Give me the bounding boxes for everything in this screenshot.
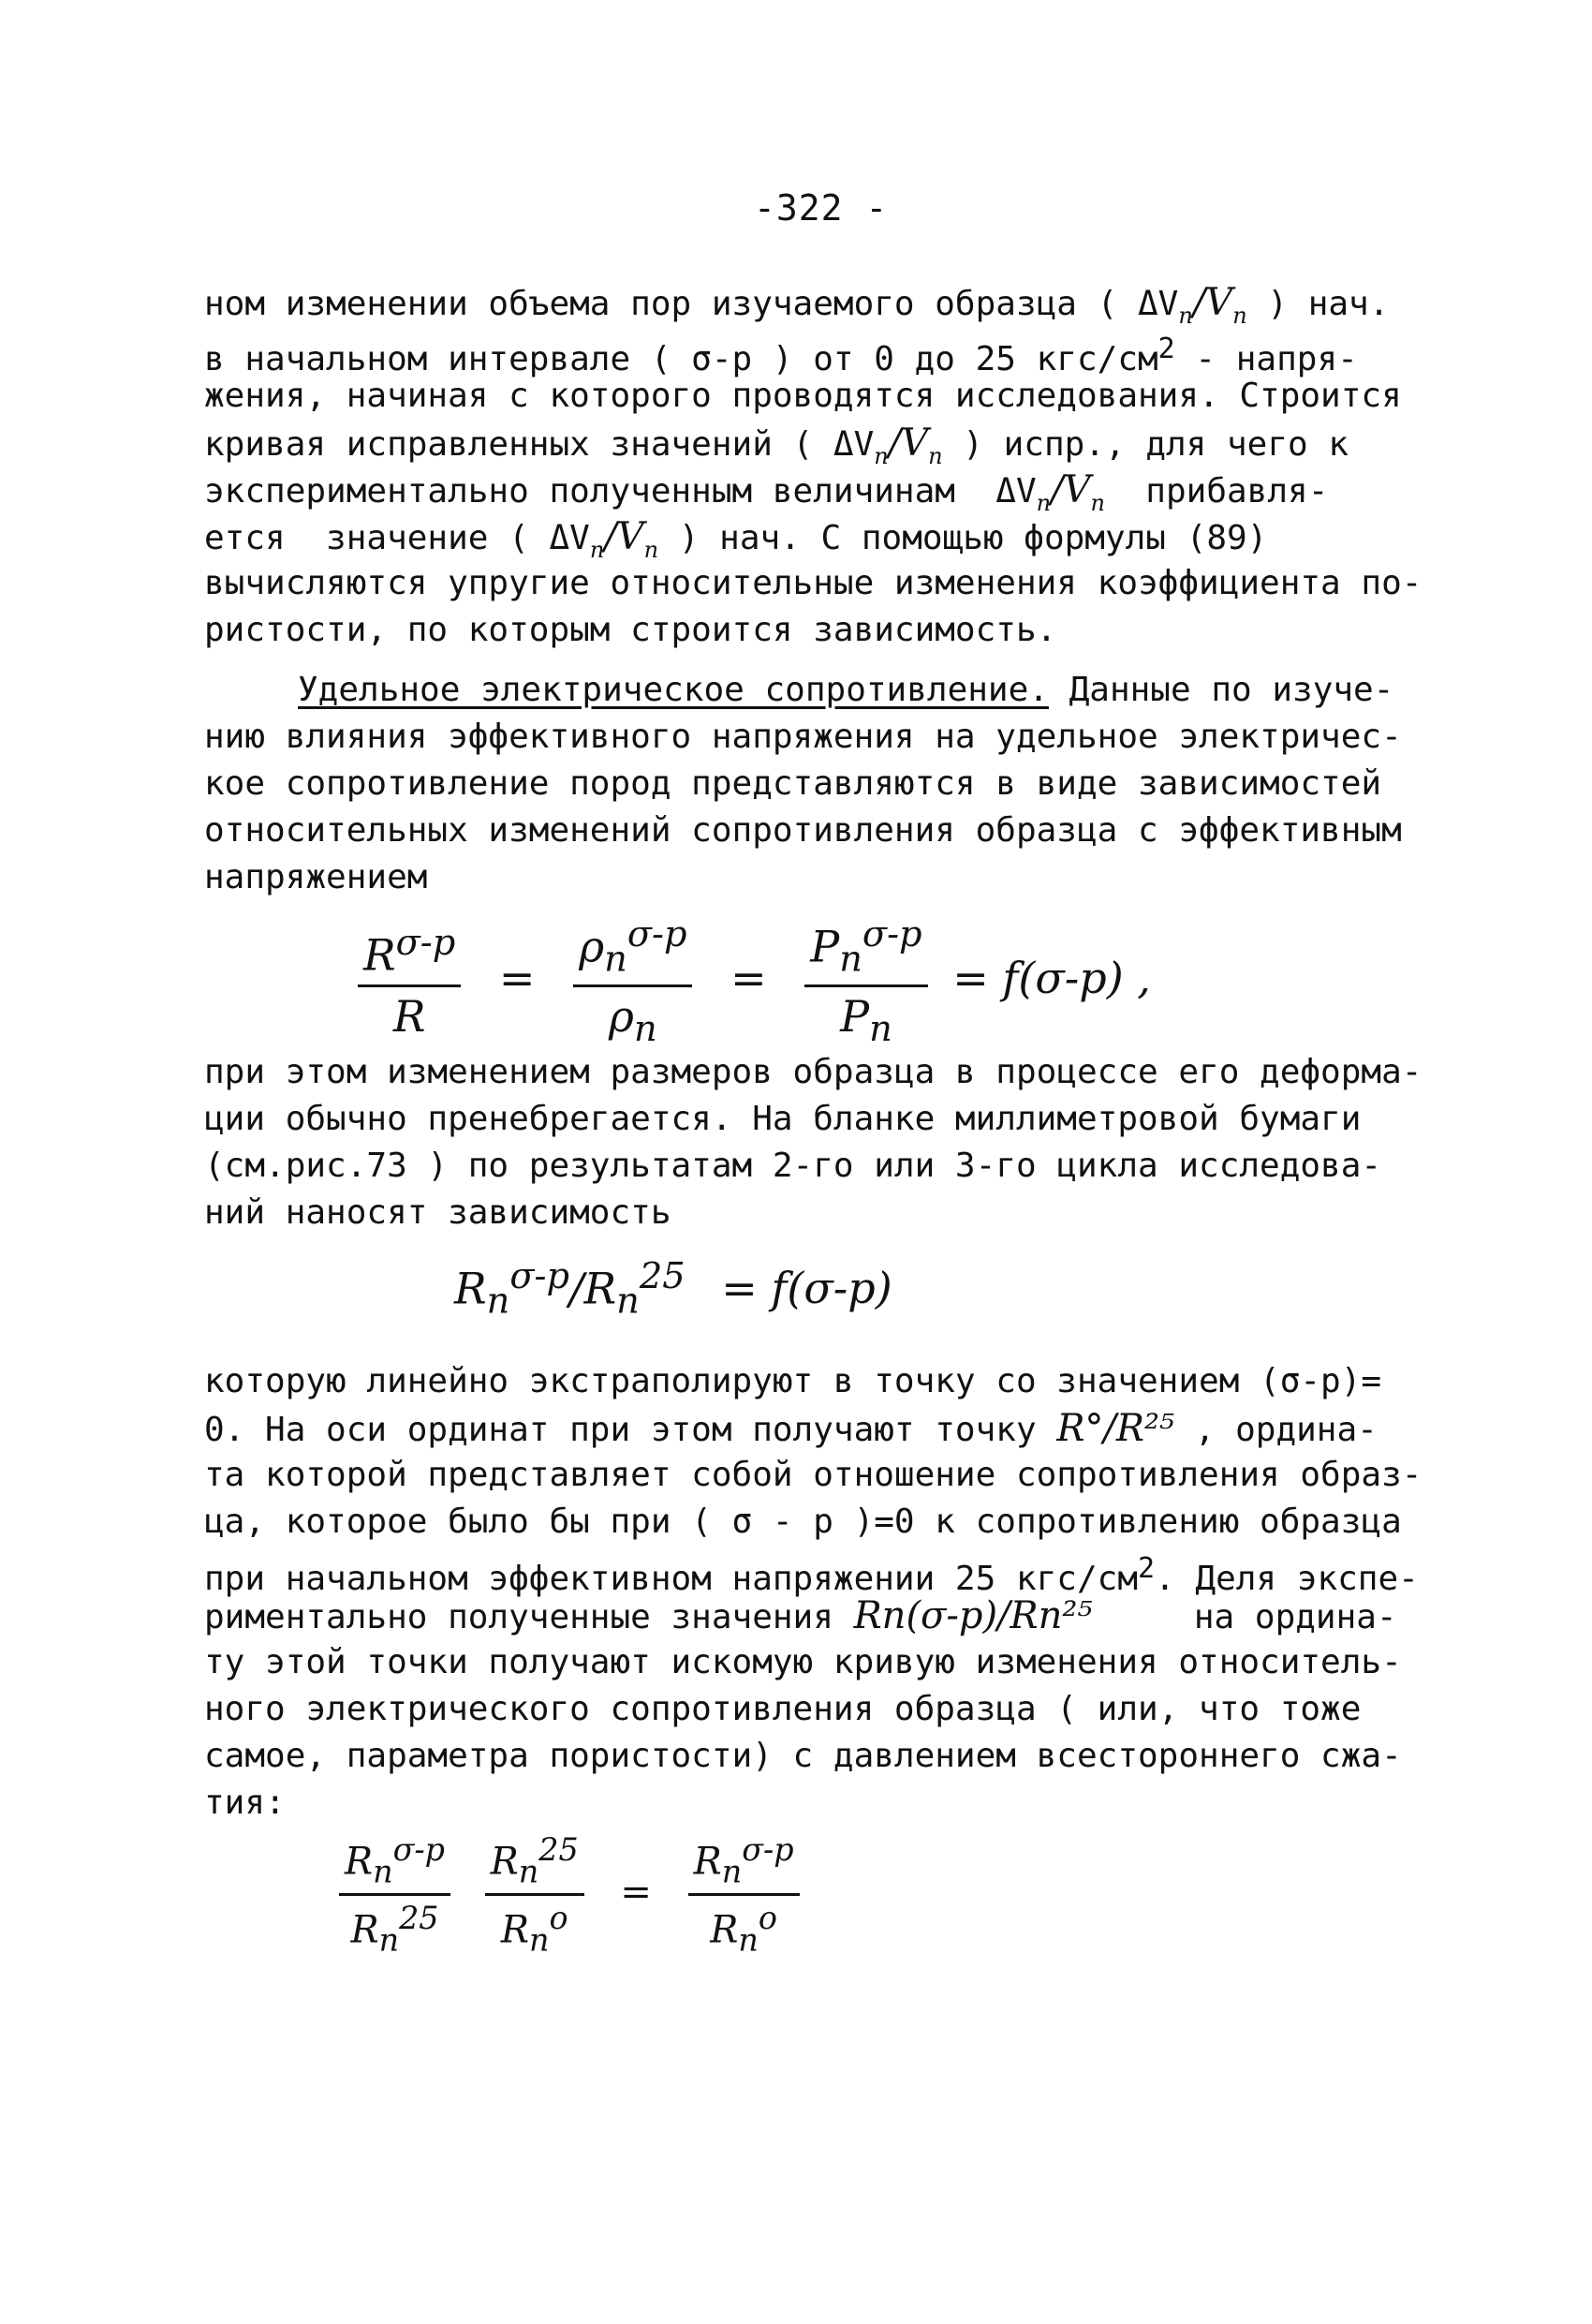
text-line: которую линейно экстраполируют в точку со значением (σ-p)=	[204, 1362, 1382, 1400]
text-line: ется значение ( $\Delta V_п/V_п$ ) нач. С помощью формулы (89)	[204, 515, 1268, 563]
text-line: самое, параметра пористости) с давлением всестороннего сжа-	[204, 1737, 1402, 1775]
text-line: риментально полученные значения Rп(σ-p)/Rп²⁵ на ордина-	[204, 1594, 1397, 1637]
text-line: тия:	[204, 1784, 286, 1822]
text-line: вычисляются упругие относительные изменения коэффициента по-	[204, 564, 1422, 602]
text-line: напряжением	[204, 858, 428, 896]
formula-normalized-resistance: $\frac{R_п^{\sigma-p}}{R_п^{25}}$ $\frac{R_п^{25}}{R_п^o}$ = $\frac{R_п^{\sigma-p}}{R_п^o}$	[328, 1831, 811, 1959]
text-line: кривая исправленных значений ( $\Delta V_п/V_п$ ) испр., для чего к	[204, 422, 1349, 469]
section-title: Удельное электрическое сопротивление.	[298, 671, 1049, 709]
text-line: ца, которое было бы при ( σ - p )=0 к сопротивлению образца	[204, 1502, 1402, 1541]
page-number: -322 -	[754, 187, 889, 229]
text-line: ту этой точки получают искомую кривую изменения относитель-	[204, 1643, 1402, 1681]
text-line: в начальном интервале ( σ-p ) от 0 до 25 кгс/$см^2$ - напря-	[204, 333, 1358, 378]
text-line: нию влияния эффективного напряжения на удельное электричес-	[204, 718, 1402, 756]
text-line: при этом изменением размеров образца в процессе его деформа-	[204, 1053, 1422, 1091]
text-line: относительных изменений сопротивления образца с эффективным	[204, 811, 1402, 850]
text-line: ном изменении объема пор изучаемого образца ( $\Delta V_п/V_п$ ) нач.	[204, 281, 1390, 329]
text-line: (см.рис.73 ) по результатам 2-го или 3-го цикла исследова-	[204, 1147, 1382, 1185]
text-line: ции обычно пренебрегается. На бланке миллиметровой бумаги	[204, 1100, 1362, 1138]
text-line: экспериментально полученным величинам $\Delta V_п/V_п$ прибавля-	[204, 468, 1329, 516]
text-line: ного электрического сопротивления образца ( или, что тоже	[204, 1690, 1362, 1728]
formula-resistance-ratio: $R_п^{\sigma-p}/R_п^{25} = f(\sigma-p)$	[454, 1255, 892, 1323]
text-line: жения, начиная с которого проводятся исследования. Строится	[204, 377, 1402, 415]
text-line: кое сопротивление пород представляются в виде зависимостей	[204, 764, 1382, 803]
section-first-line: Удельное электрическое сопротивление. Данные по изуче-	[298, 671, 1394, 709]
text-line: 0. На оси ординат при этом получают точку R°/R²⁵ , ордина-	[204, 1407, 1378, 1450]
text-line: при начальном эффективном напряжении 25 кгс/$см^2$. Деля экспе-	[204, 1552, 1419, 1598]
formula-relative-resistance: $\frac{R^{\sigma-p}}{R}$ = $\frac{\rho_п^{\sigma-p}}{\rho_п}$ = $\frac{P_п^{\sigma-p}}{P_п}$ = f(σ-p) ,	[346, 913, 1151, 1050]
text-line: ний наносят зависимость	[204, 1193, 671, 1232]
text-line: та которой представляет собой отношение сопротивления образ-	[204, 1456, 1422, 1494]
text-line: ристости, по которым строится зависимость.	[204, 611, 1057, 649]
